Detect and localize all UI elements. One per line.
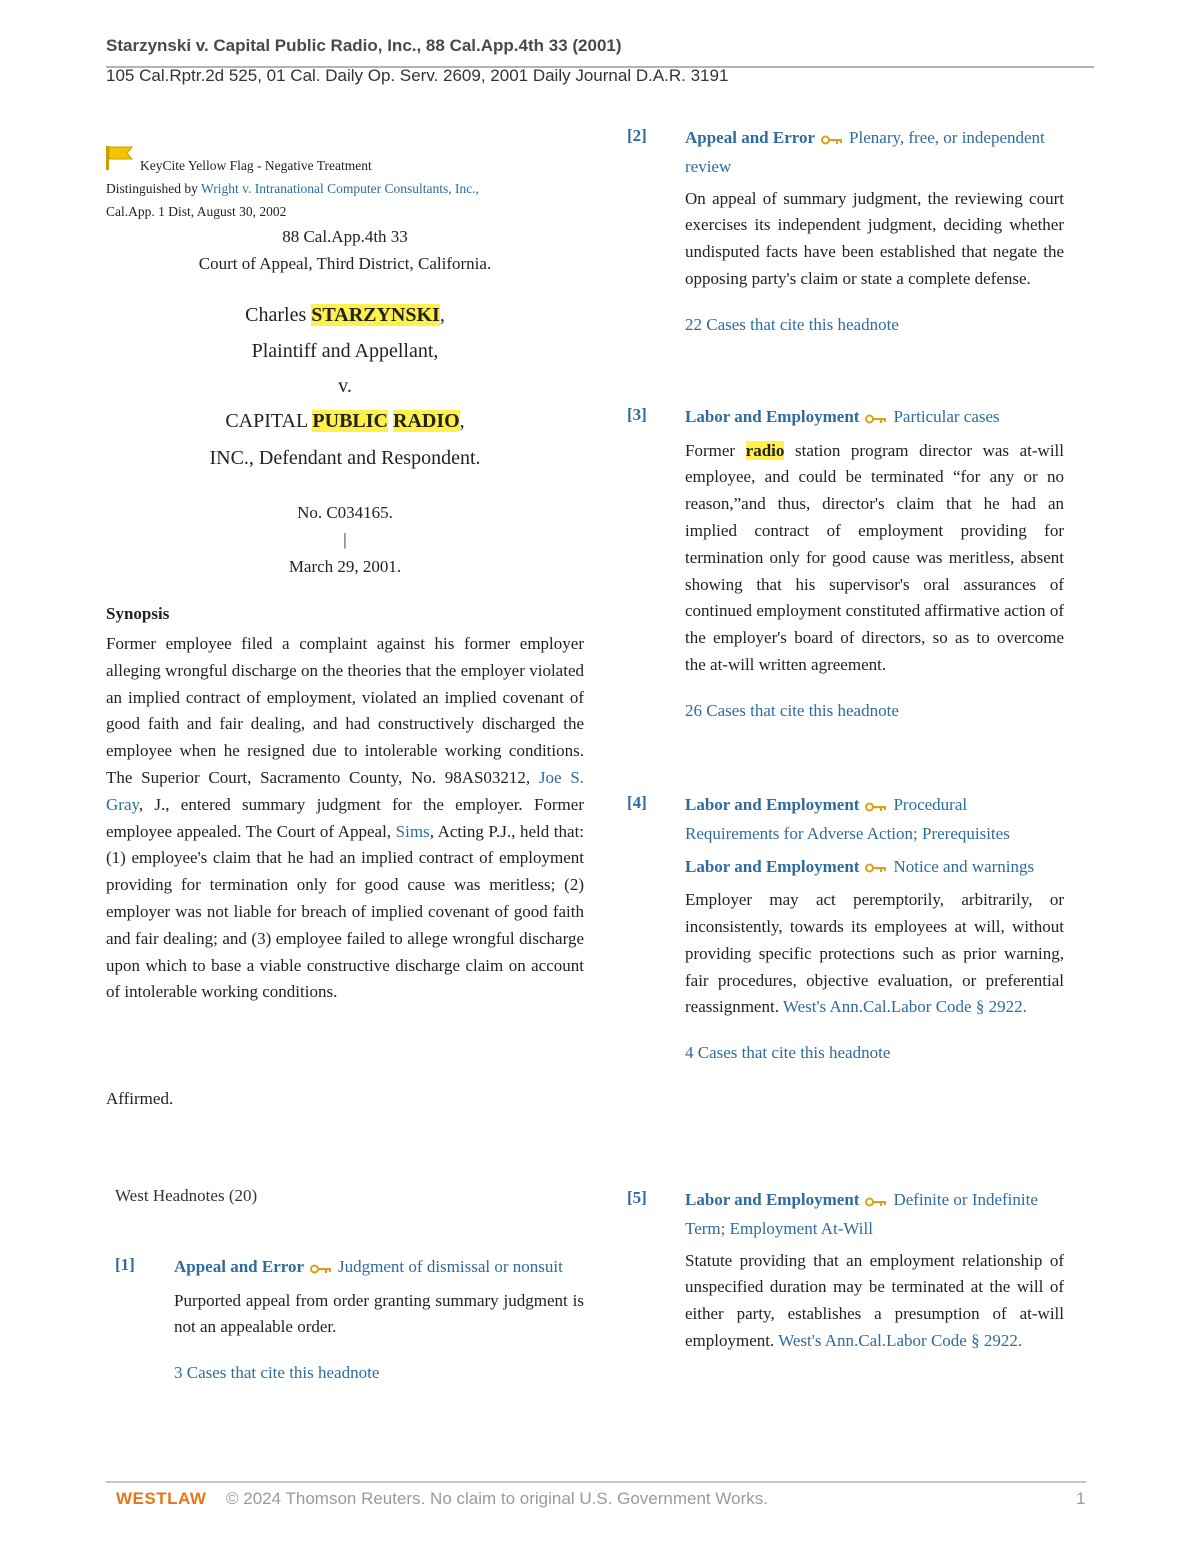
- plaintiff-role: Plaintiff and Appellant,: [251, 340, 439, 362]
- headnote-cites-link[interactable]: 3 Cases that cite this headnote: [174, 1363, 380, 1383]
- west-headnotes-heading: West Headnotes (20): [115, 1186, 258, 1205]
- headnote-text-part: Former: [685, 440, 736, 460]
- key-icon: [821, 126, 843, 153]
- headnote-number[interactable]: [1]: [115, 1255, 135, 1274]
- keycite-block: [106, 146, 584, 223]
- headnote-4: [685, 791, 1064, 1066]
- defendant-highlight-radio: RADIO: [393, 410, 460, 432]
- headnote-text-part: station program director was at-will employee, and could be terminated “for any or no reason,”and thus, director's claim that he had an implied contract of employment providing for termination only for good cause was meritless, absent showing that his supervisor's oral assurances of continued employment constituted affirmative action of the employer's board of directors, so as to overcome the at-will written agreement.: [685, 440, 1065, 674]
- case-citation: 88 Cal.App.4th 33: [282, 227, 408, 246]
- statute-link[interactable]: West's Ann.Cal.Labor Code § 2922.: [778, 1330, 1023, 1350]
- headnote-subtopic-link[interactable]: Notice and warnings: [893, 856, 1035, 876]
- docket-number: No. C034165.: [297, 503, 393, 522]
- headnote-subtopic-link[interactable]: Procedural Requirements for Adverse Action; Prerequisites: [685, 795, 1010, 843]
- headnote-cites-link[interactable]: 26 Cases that cite this headnote: [685, 700, 899, 720]
- headnote-topic-link[interactable]: Appeal and Error: [685, 128, 816, 147]
- defendant-role: INC., Defendant and Respondent.: [209, 447, 481, 469]
- statute-link[interactable]: West's Ann.Cal.Labor Code § 2922.: [782, 997, 1027, 1017]
- headnote-topic-link[interactable]: Labor and Employment: [685, 795, 860, 814]
- headnote-text: [685, 438, 1064, 679]
- keycite-case-link[interactable]: Wright v. Intranational Computer Consultants, Inc.,: [201, 181, 479, 196]
- headnote-topic-link[interactable]: Labor and Employment: [685, 407, 860, 426]
- headnote-number[interactable]: [5]: [627, 1188, 647, 1207]
- headnote-topic-row: [685, 853, 1064, 882]
- headnote-text: On appeal of summary judgment, the reviewing court exercises its independent judgment, deciding whether undisputed facts have been established that negate the opposing party's claim or state a complete defense.: [685, 188, 1064, 288]
- document-title: Starzynski v. Capital Public Radio, Inc., 88 Cal.App.4th 33 (2001): [106, 36, 622, 55]
- plaintiff-name: Charles STARZYNSKI,: [245, 304, 445, 326]
- footer-copyright: © 2024 Thomson Reuters. No claim to original U.S. Government Works.: [226, 1489, 768, 1508]
- footer-divider: [106, 1481, 1086, 1483]
- headnote-subtopic-link[interactable]: Plenary, free, or independent review: [685, 128, 1045, 176]
- headnote-topic-link[interactable]: Labor and Employment: [685, 856, 860, 876]
- keycite-distinguished: [106, 177, 584, 200]
- headnote-number[interactable]: [4]: [627, 793, 647, 812]
- docket-separator: |: [343, 530, 347, 549]
- document-subtitle: 105 Cal.Rptr.2d 525, 01 Cal. Daily Op. Serv. 2609, 2001 Daily Journal D.A.R. 3191: [106, 66, 729, 85]
- justice-link[interactable]: Sims: [395, 821, 430, 841]
- synopsis-part-1: Former employee filed a complaint against his former employer alleging wrongful discharge on the theories that the employer violated an implied contract of employment, violated an implied covenant of good faith and fair dealing, and had constructively discharged the employee when he resigned due to intolerable working conditions. The Superior Court, Sacramento County, No. 98AS03212,: [106, 634, 584, 787]
- headnote-subtopic-link[interactable]: Definite or Indefinite Term; Employment At-Will: [685, 1190, 1038, 1238]
- defendant-name: CAPITAL PUBLIC RADIO,: [225, 410, 465, 432]
- synopsis-heading: Synopsis: [106, 604, 170, 623]
- headnote-2: [685, 124, 1064, 338]
- keycite-distinguished-label: Distinguished by: [106, 181, 198, 196]
- case-court: Court of Appeal, Third District, California.: [198, 254, 492, 273]
- plaintiff-last-name-highlight: STARZYNSKI: [311, 304, 440, 326]
- headnote-topic-link[interactable]: Appeal and Error: [174, 1257, 305, 1276]
- synopsis-part-3: , Acting P.J., held that: (1) employee's claim that he had an implied contract of employment providing for termination only for good cause was meritless; (2) employer was not liable for breach of implied covenant of good faith and fair dealing; and (3) employee failed to allege wrongful discharge upon which to base a viable constructive discharge claim on account of intolerable working conditions.: [106, 821, 585, 1002]
- yellow-flag-icon[interactable]: [106, 146, 134, 170]
- defendant-name-part: CAPITAL: [225, 410, 308, 432]
- key-icon: [865, 405, 887, 432]
- headnote-text-part: Statute providing that an employment relationship of unspecified duration may be terminated at the will of either party, establishes a presumption of at-will employment.: [685, 1250, 1064, 1350]
- headnote-cites-link[interactable]: 22 Cases that cite this headnote: [685, 314, 899, 334]
- headnote-3: [685, 403, 1064, 724]
- key-icon: [865, 793, 887, 820]
- keycite-label: KeyCite Yellow Flag - Negative Treatment: [140, 158, 372, 173]
- headnote-topic-link[interactable]: Labor and Employment: [685, 1190, 860, 1209]
- plaintiff-first-name: Charles: [245, 304, 307, 326]
- decision-date: March 29, 2001.: [288, 557, 402, 576]
- headnote-text: Purported appeal from order granting summary judgment is not an appealable order.: [174, 1290, 584, 1337]
- keycite-case-court: Cal.App. 1 Dist, August 30, 2002: [106, 204, 287, 219]
- search-term-highlight: radio: [745, 440, 785, 460]
- synopsis-part-2: J., entered summary judgment for the employer. Former employee appealed. The Court of Appeal,: [106, 794, 584, 841]
- key-icon: [865, 854, 887, 881]
- westlaw-logo: WESTLAW: [116, 1489, 207, 1508]
- key-icon: [310, 1255, 332, 1282]
- headnote-number[interactable]: [3]: [627, 405, 647, 424]
- headnote-cites-link[interactable]: 4 Cases that cite this headnote: [685, 1043, 891, 1063]
- headnote-text: [685, 887, 1064, 1021]
- judge-link[interactable]: Joe S. Gray: [106, 767, 584, 814]
- headnote-5: [685, 1186, 1064, 1355]
- headnote-subtopic-link[interactable]: Judgment of dismissal or nonsuit: [338, 1257, 563, 1276]
- headnote-text-part: Employer may act peremptorily, arbitrarily, or inconsistently, towards its employees at will, without providing specific protections such as prior warning, fair procedures, objective evaluation, or preferential reassignment.: [685, 890, 1064, 1017]
- page-number: 1: [1076, 1489, 1086, 1508]
- key-icon: [865, 1188, 887, 1215]
- headnote-1: [174, 1253, 584, 1386]
- disposition: Affirmed.: [106, 1089, 174, 1108]
- headnote-subtopic-link[interactable]: Particular cases: [893, 407, 1000, 426]
- defendant-highlight-public: PUBLIC: [312, 410, 388, 432]
- headnote-number[interactable]: [2]: [627, 126, 647, 145]
- synopsis-text: Former employee filed a complaint against his former employer alleging wrongful discharge on the theories that the employer violated an implied contract of employment, violated an implied covenant of good faith and fair dealing, and had constructively discharged the employee when he resigned due to intolerable working conditions. The Superior Court, Sacramento County, No. 98AS03212, Joe S. Gray, J., entered summary judgment for the employer. Former employee appealed. The Court of Appeal, Sims, Acting P.J., held that: (1) employee's claim that he had an implied contract of employment providing for termination only for good cause was meritless; (2) employer was not liable for breach of implied covenant of good faith and fair dealing; and (3) employee failed to allege wrongful discharge upon which to base a viable constructive discharge claim on account of intolerable working conditions.: [106, 634, 585, 1002]
- versus: v.: [338, 375, 352, 397]
- headnote-text: [685, 1248, 1064, 1355]
